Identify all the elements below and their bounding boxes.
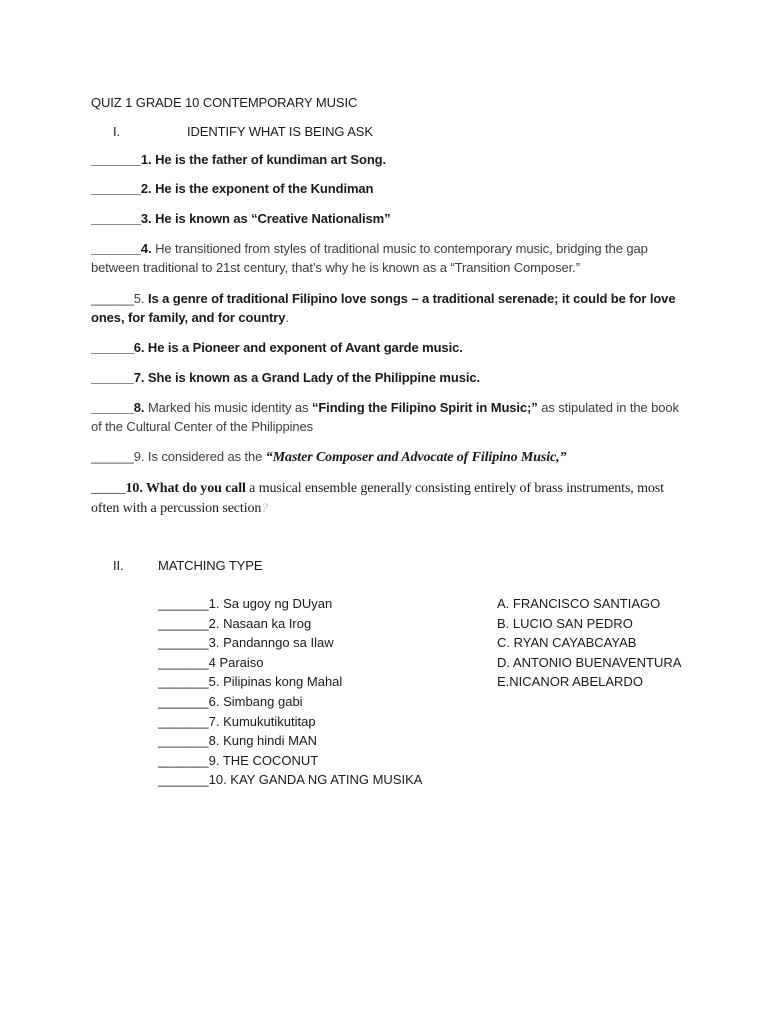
section-2-heading: MATCHING TYPE <box>158 558 263 573</box>
question-item <box>91 179 691 198</box>
matching-question: _______1. Sa ugoy ng DUyan <box>158 596 333 611</box>
question-item <box>91 289 691 327</box>
question-text-run: He transitioned from styles of traditional music to contemporary music, bridging the gap between traditional to 21st century, that’s why he is known as a “Transition Composer.” <box>91 241 648 275</box>
question-text-run: ______5. <box>91 291 148 306</box>
section-1-numeral: I. <box>113 124 121 139</box>
matching-answer: A. FRANCISCO SANTIAGO <box>497 596 661 611</box>
question-text-run: ______9. Is considered as the <box>91 449 266 464</box>
question-text-run: Marked his music identity as <box>147 400 312 415</box>
question-text-run: _______1. He is the father of kundiman art Song. <box>91 152 387 167</box>
matching-question: _______6. Simbang gabi <box>158 693 303 709</box>
question-text-run: ______8. <box>91 400 148 415</box>
matching-question: _______2. Nasaan ka Irog <box>158 615 312 631</box>
question-text-run: Is a genre of traditional Filipino love songs – a traditional serenade; it could be for love ones, for family, and for country <box>91 291 676 325</box>
matching-question: _______3. Pandanngo sa Ilaw <box>158 635 334 651</box>
question-text-run: a musical ensemble generally consisting entirely of brass instruments, most often with a percussion section <box>91 481 664 516</box>
question-text-run: ______6. He is a Pioneer and exponent of Avant garde music. <box>91 340 463 355</box>
question-item <box>91 150 691 169</box>
question-text-run: _____ <box>91 481 126 496</box>
matching-answer: D. ANTONIO BUENAVENTURA <box>497 654 682 670</box>
question-text-run: 10. What do you call <box>125 481 246 496</box>
question-text-run: “Master Composer and Advocate of Filipino Music,” <box>265 450 567 465</box>
matching-question: _______7. Kumukutikutitap <box>158 713 316 729</box>
matching-answer: B. LUCIO SAN PEDRO <box>497 615 633 631</box>
matching-question: _______8. Kung hindi MAN <box>158 733 318 749</box>
question-item <box>91 368 691 387</box>
question-item <box>91 447 691 467</box>
question-text-run: as stipulated in the book of the Cultural Center of the Philippines <box>91 400 679 434</box>
section-1-heading: IDENTIFY WHAT IS BEING ASK <box>187 124 373 139</box>
matching-answers-list <box>497 594 681 692</box>
matching-question: _______9. THE COCONUT <box>158 752 319 768</box>
question-text-run: “Finding the Filipino Spirit in Music;” <box>311 400 538 415</box>
question-text-run: ? <box>261 500 268 515</box>
question-text-run: _______4. <box>91 241 156 256</box>
page-title: QUIZ 1 GRADE 10 CONTEMPORARY MUSIC <box>91 95 358 110</box>
section-2-numeral: II. <box>113 558 124 573</box>
question-item <box>91 398 691 436</box>
question-text-run: _______3. He is known as “Creative Nationalism” <box>91 211 391 226</box>
matching-answer: C. RYAN CAYABCAYAB <box>497 635 637 651</box>
question-item <box>91 209 691 228</box>
matching-question: _______5. Pilipinas kong Mahal <box>158 674 343 690</box>
question-text-run: . <box>285 310 289 325</box>
matching-questions-list <box>158 594 422 790</box>
question-text-run: ______7. She is known as a Grand Lady of the Philippine music. <box>91 370 480 385</box>
matching-question: _______10. KAY GANDA NG ATING MUSIKA <box>158 772 423 788</box>
matching-answer: E.NICANOR ABELARDO <box>497 674 643 690</box>
question-text-run: _______2. He is the exponent of the Kundiman <box>91 181 374 196</box>
question-item <box>91 338 691 357</box>
question-item <box>91 239 691 277</box>
question-item <box>91 478 691 518</box>
matching-question: _______4 Paraiso <box>158 654 264 670</box>
